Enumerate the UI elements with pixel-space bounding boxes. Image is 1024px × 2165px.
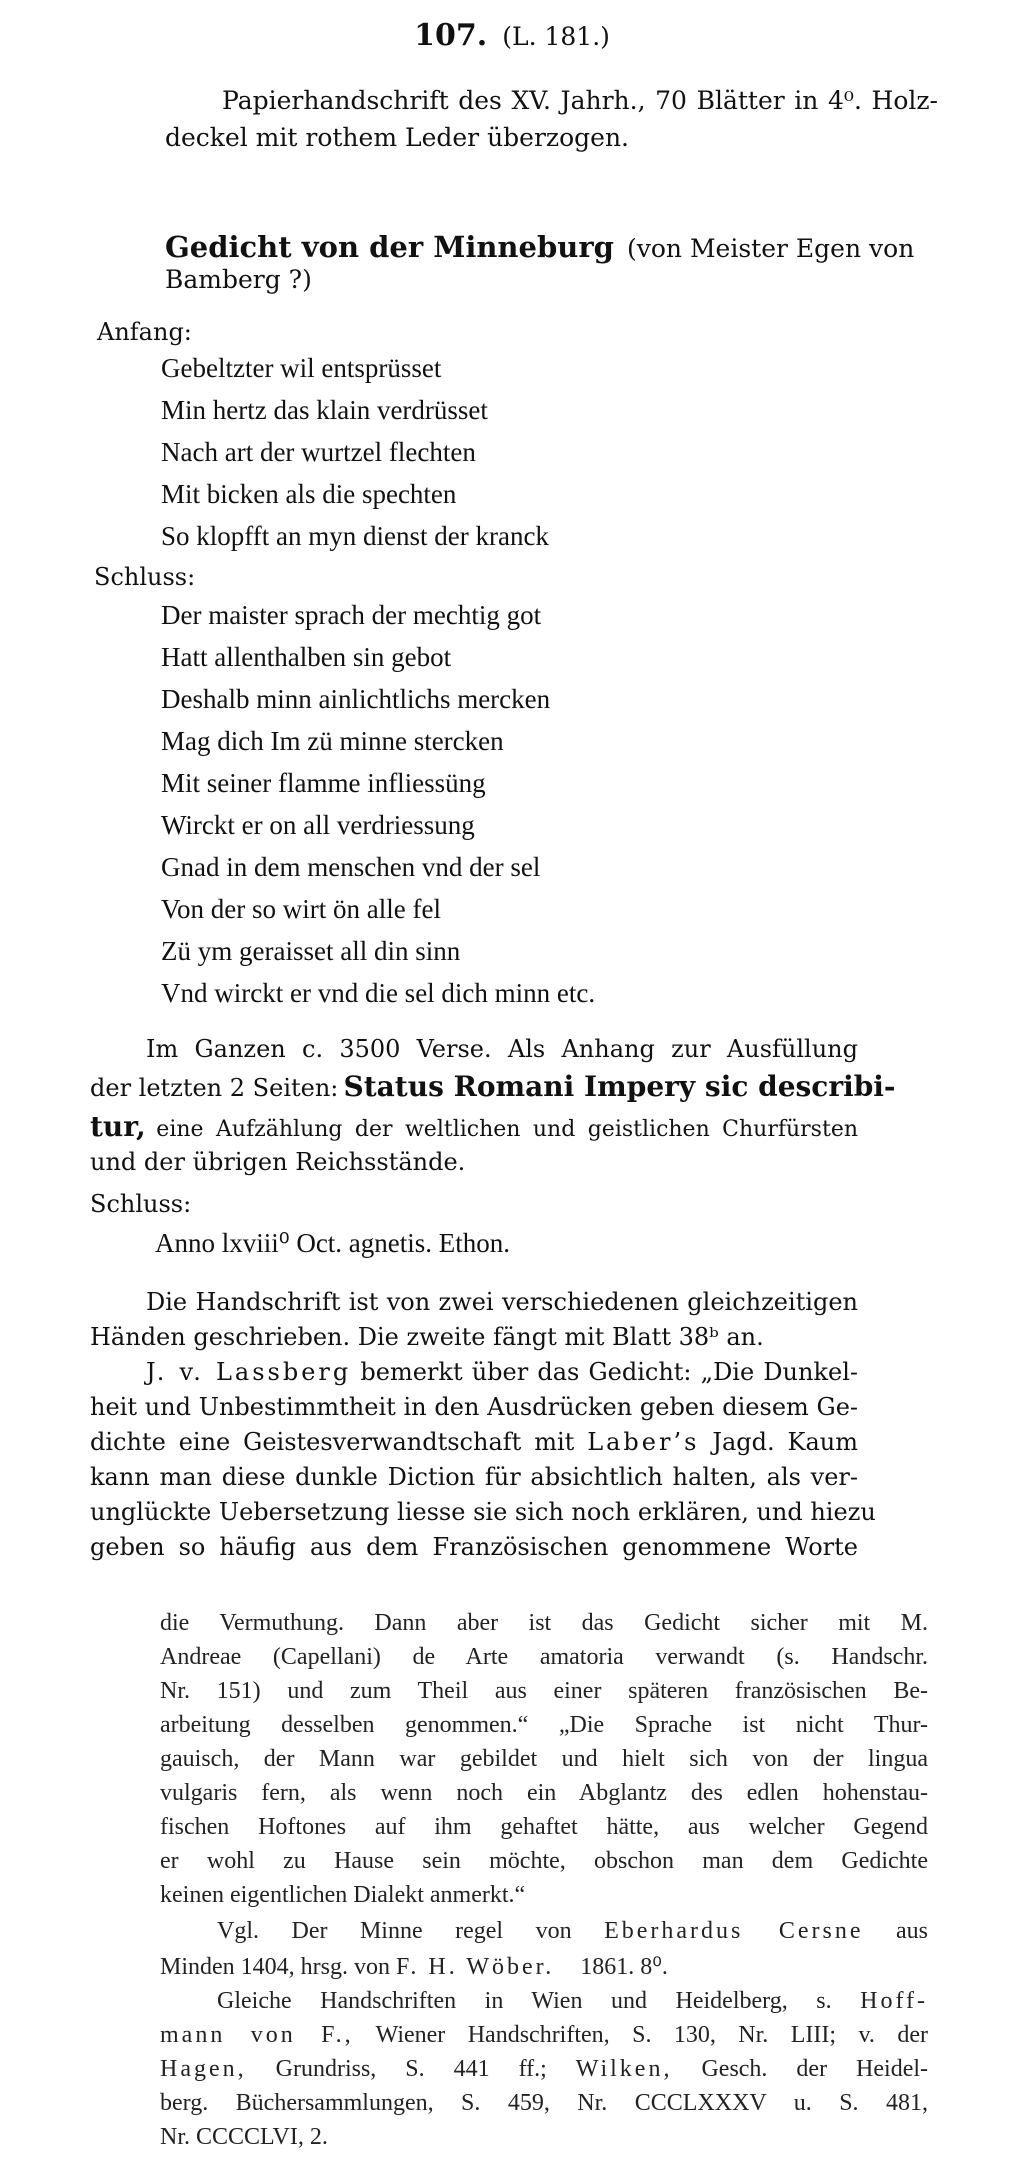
gleiche-text: Gesch. der Heidel- <box>701 2056 928 2082</box>
verse-line: Mit bicken als die spechten <box>161 479 457 509</box>
schluss-label: Schluss: <box>94 563 196 591</box>
anhang-line-2-pre: der letzten 2 Seiten: <box>90 1074 339 1102</box>
verse-line: Nach art der wurtzel flechten <box>161 437 476 467</box>
body-line: Die Handschrift ist von zwei verschiedenen gleichzeitigen <box>146 1288 858 1316</box>
continuation-line: arbeitung desselben genommen.“ „Die Sprache ist nicht Thur- <box>160 1712 928 1738</box>
gleiche-line-2 <box>160 2022 928 2049</box>
entry-number: 107. <box>414 18 488 53</box>
description-line-1: Papierhandschrift des XV. Jahrh., 70 Blätter in 4⁰. Holz- <box>222 86 938 115</box>
description-line-2: deckel mit rothem Leder überzogen. <box>165 123 629 152</box>
verse-line: Vnd wirckt er vnd die sel dich minn etc. <box>161 978 596 1008</box>
anhang-line-3-rest: eine Aufzählung der weltlichen und geistlichen Churfürsten <box>156 1117 859 1142</box>
anhang-line-1: Im Ganzen c. 3500 Verse. Als Anhang zur Ausfüllung <box>146 1035 858 1063</box>
verse-line: Mit seiner flamme infliessüng <box>161 768 486 798</box>
verse-line: Der maister sprach der mechtig got <box>161 600 542 630</box>
verse-line: Von der so wirt ön alle fel <box>161 894 441 924</box>
vgl-line-1 <box>217 1918 928 1945</box>
author-name: mann von F., <box>160 2022 354 2048</box>
anfang-label: Anfang: <box>97 318 192 346</box>
body-line <box>146 1358 858 1386</box>
body-line: heit und Unbestimmtheit in den Ausdrücken geben diesem Ge- <box>90 1393 858 1421</box>
verse-line: Gnad in dem menschen vnd der sel <box>161 852 541 882</box>
author-name: Laber’s <box>587 1428 700 1456</box>
continuation-line: keinen eigentlichen Dialekt anmerkt.“ <box>160 1882 526 1908</box>
body-text: bemerkt über das Gedicht: „Die Dunkel- <box>360 1358 858 1386</box>
gleiche-text: Gleiche Handschriften in Wien und Heidelberg, s. <box>217 1988 832 2014</box>
verse-line: Wirckt er on all verdriessung <box>161 810 475 840</box>
gleiche-line-1 <box>217 1988 928 2015</box>
entry-reference: (L. 181.) <box>502 22 610 51</box>
continuation-line: Andreae (Capellani) de Arte amatoria verwandt (s. Handschr. <box>160 1644 928 1670</box>
continuation-line: fischen Hoftones auf ihm gehaftet hätte, aus welcher Gegend <box>160 1814 928 1840</box>
verse-line: Zü ym geraisset all din sinn <box>161 936 461 966</box>
gleiche-text: Wiener Handschriften, S. 130, Nr. LIII; v. der <box>375 2022 928 2048</box>
author-name: Wilken, <box>575 2056 673 2082</box>
anhang-line-2 <box>90 1070 896 1103</box>
poem-title-aside-2: Bamberg ?) <box>165 265 312 294</box>
schluss-text: Anno lxviii⁰ Oct. agnetis. Ethon. <box>155 1228 511 1258</box>
vgl-text: Vgl. Der Minne regel von <box>217 1918 572 1944</box>
continuation-line: Nr. 151) und zum Theil aus einer späteren französischen Be- <box>160 1678 928 1704</box>
body-text: dichte eine Geistesverwandtschaft mit <box>90 1428 575 1456</box>
continuation-line: vulgaris fern, als wenn noch ein Abglantz des edlen hohenstau- <box>160 1780 928 1806</box>
anhang-work-title: Status Romani Impery sic describi- <box>343 1070 896 1103</box>
gleiche-line-3 <box>160 2056 928 2083</box>
body-line: unglückte Uebersetzung liesse sie sich noch erklären, und hiezu <box>90 1498 876 1526</box>
gleiche-line-4: berg. Büchersammlungen, S. 459, Nr. CCCLXXXV u. S. 481, <box>160 2090 928 2116</box>
verse-line: So klopfft an myn dienst der kranck <box>161 521 549 551</box>
author-name: Hagen, <box>160 2056 247 2082</box>
poem-title <box>165 230 914 264</box>
author-name: F. H. Wöber. <box>396 1954 555 1980</box>
verse-line: Gebeltzter wil entsprüsset <box>161 353 442 383</box>
verse-line: Mag dich Im zü minne stercken <box>161 726 504 756</box>
body-line: kann man diese dunkle Diction für absichtlich halten, als ver- <box>90 1463 858 1491</box>
vgl-text: 1861. 8⁰. <box>580 1954 668 1980</box>
vgl-text: Minden 1404, hrsg. von <box>160 1954 390 1980</box>
body-line <box>90 1428 858 1456</box>
vgl-text: aus <box>896 1918 929 1944</box>
schluss-label-2: Schluss: <box>90 1190 192 1218</box>
verse-line: Min hertz das klain verdrüsset <box>161 395 488 425</box>
anhang-work-title-end: tur, <box>90 1110 146 1143</box>
continuation-line: die Vermuthung. Dann aber ist das Gedicht sicher mit M. <box>160 1610 928 1636</box>
author-name: Eberhardus Cersne <box>604 1918 864 1944</box>
poem-title-main: Gedicht von der Minneburg <box>165 230 614 264</box>
author-name: Hoff- <box>860 1988 929 2014</box>
body-line: Händen geschrieben. Die zweite fängt mit Blatt 38ᵇ an. <box>90 1323 764 1351</box>
poem-title-aside: (von Meister Egen von <box>626 234 915 263</box>
body-line: geben so häufig aus dem Französischen genommene Worte <box>90 1533 858 1561</box>
body-text: Jagd. Kaum <box>712 1428 858 1456</box>
author-name: J. v. Lassberg <box>146 1358 352 1386</box>
verse-line: Hatt allenthalben sin gebot <box>161 642 452 672</box>
gleiche-text: Grundriss, S. 441 ff.; <box>275 2056 547 2082</box>
verse-line: Deshalb minn ainlichtlichs mercken <box>161 684 551 714</box>
continuation-line: gauisch, der Mann war gebildet und hielt sich von der lingua <box>160 1746 928 1772</box>
gleiche-line-5: Nr. CCCCLVI, 2. <box>160 2124 328 2150</box>
anhang-line-3 <box>90 1110 858 1143</box>
vgl-line-2 <box>160 1952 668 1981</box>
anhang-line-4: und der übrigen Reichsstände. <box>90 1148 466 1176</box>
continuation-line: er wohl zu Hause sein möchte, obschon man dem Gedichte <box>160 1848 928 1874</box>
page-header <box>0 18 1024 53</box>
